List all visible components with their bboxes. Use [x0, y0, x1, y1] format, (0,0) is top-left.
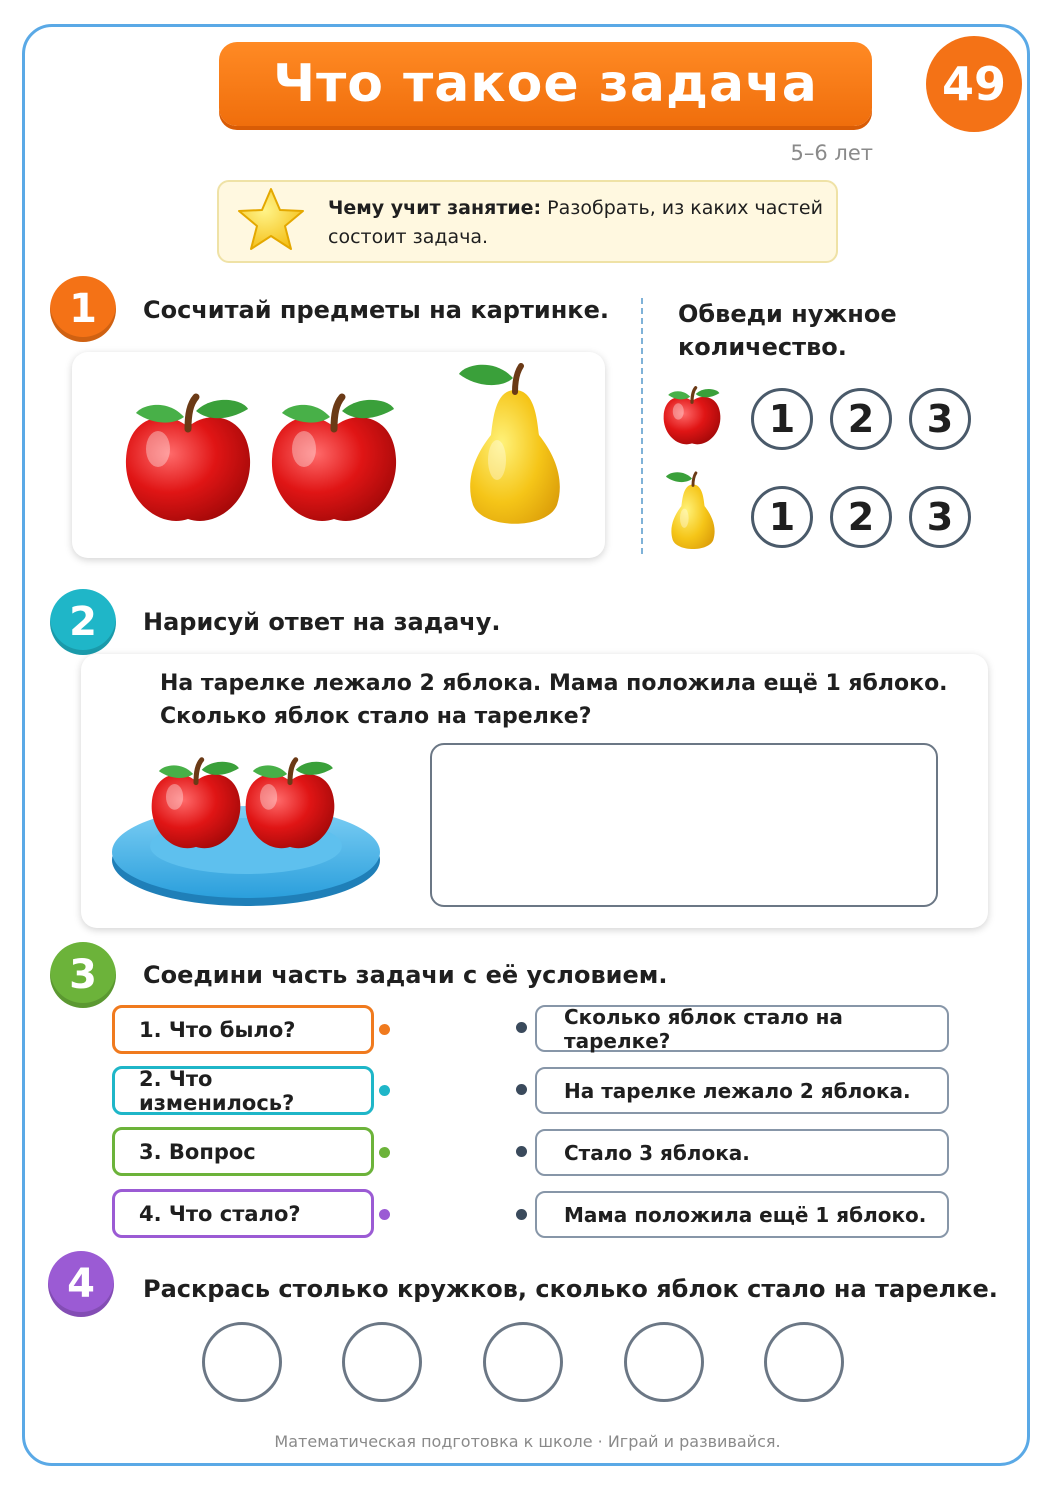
page-number-badge: 49	[926, 36, 1022, 132]
condition-box[interactable]: Мама положила ещё 1 яблоко.	[535, 1191, 949, 1238]
part-box[interactable]: 2. Что изменилось?	[112, 1066, 374, 1115]
apple-count-option[interactable]: 2	[830, 388, 892, 450]
goal-description: Разобрать, из каких частей состоит задача.	[328, 197, 823, 248]
connector-dot[interactable]	[379, 1209, 390, 1220]
task-4-badge: 4	[48, 1251, 114, 1317]
connector-dot[interactable]	[379, 1147, 390, 1158]
connector-dot[interactable]	[379, 1024, 390, 1035]
footer-text: Математическая подготовка к школе · Играй и развивайся.	[274, 1432, 781, 1451]
apple-image	[118, 385, 258, 533]
part-box[interactable]: 1. Что было?	[112, 1005, 374, 1054]
condition-box[interactable]: Сколько яблок стало на тарелке?	[535, 1005, 949, 1052]
connector-dot[interactable]	[379, 1085, 390, 1096]
color-circle[interactable]	[624, 1322, 704, 1402]
task-2-badge: 2	[50, 589, 116, 655]
connector-dot[interactable]	[516, 1209, 527, 1220]
task-2-title: Нарисуй ответ на задачу.	[143, 608, 501, 636]
color-circle[interactable]	[483, 1322, 563, 1402]
goal-label: Чему учит занятие:	[328, 197, 542, 219]
condition-box[interactable]: На тарелке лежало 2 яблока.	[535, 1067, 949, 1114]
apple-count-option[interactable]: 1	[751, 388, 813, 450]
task-3-title: Соедини часть задачи с её условием.	[143, 961, 668, 989]
title-banner	[219, 42, 872, 126]
problem-line-2: Сколько яблок стало на тарелке?	[160, 704, 592, 729]
connector-dot[interactable]	[516, 1146, 527, 1157]
connector-dot[interactable]	[516, 1022, 527, 1033]
divider	[641, 298, 643, 554]
pear-count-option[interactable]: 1	[751, 486, 813, 548]
pear-image	[455, 360, 575, 532]
part-box[interactable]: 4. Что стало?	[112, 1189, 374, 1238]
task-1-badge: 1	[50, 276, 116, 342]
part-box[interactable]: 3. Вопрос	[112, 1127, 374, 1176]
page-title: Что такое задача	[273, 54, 818, 114]
color-circle[interactable]	[342, 1322, 422, 1402]
color-circle[interactable]	[764, 1322, 844, 1402]
apple-image	[264, 385, 404, 533]
age-label: 5–6 лет	[790, 141, 873, 165]
problem-line-1: На тарелке лежало 2 яблока. Мама положила ещё 1 яблоко.	[160, 671, 948, 696]
star-icon	[236, 186, 306, 252]
task-1-title: Сосчитай предметы на картинке.	[143, 296, 609, 324]
condition-box[interactable]: Стало 3 яблока.	[535, 1129, 949, 1176]
apple-icon	[660, 382, 724, 450]
pear-count-option[interactable]: 3	[909, 486, 971, 548]
goal-text	[328, 194, 828, 252]
task-4-title: Раскрась столько кружков, сколько яблок стало на тарелке.	[143, 1275, 998, 1303]
answer-drawing-area[interactable]	[430, 743, 938, 907]
plate-with-apples-image	[108, 748, 384, 910]
color-circle[interactable]	[202, 1322, 282, 1402]
problem-text	[160, 667, 948, 733]
task-1-side-title: Обведи нужное количество.	[678, 300, 897, 361]
pear-count-option[interactable]: 2	[830, 486, 892, 548]
task-3-badge: 3	[50, 942, 116, 1008]
connector-dot[interactable]	[516, 1084, 527, 1095]
pear-icon	[664, 470, 722, 552]
apple-count-option[interactable]: 3	[909, 388, 971, 450]
